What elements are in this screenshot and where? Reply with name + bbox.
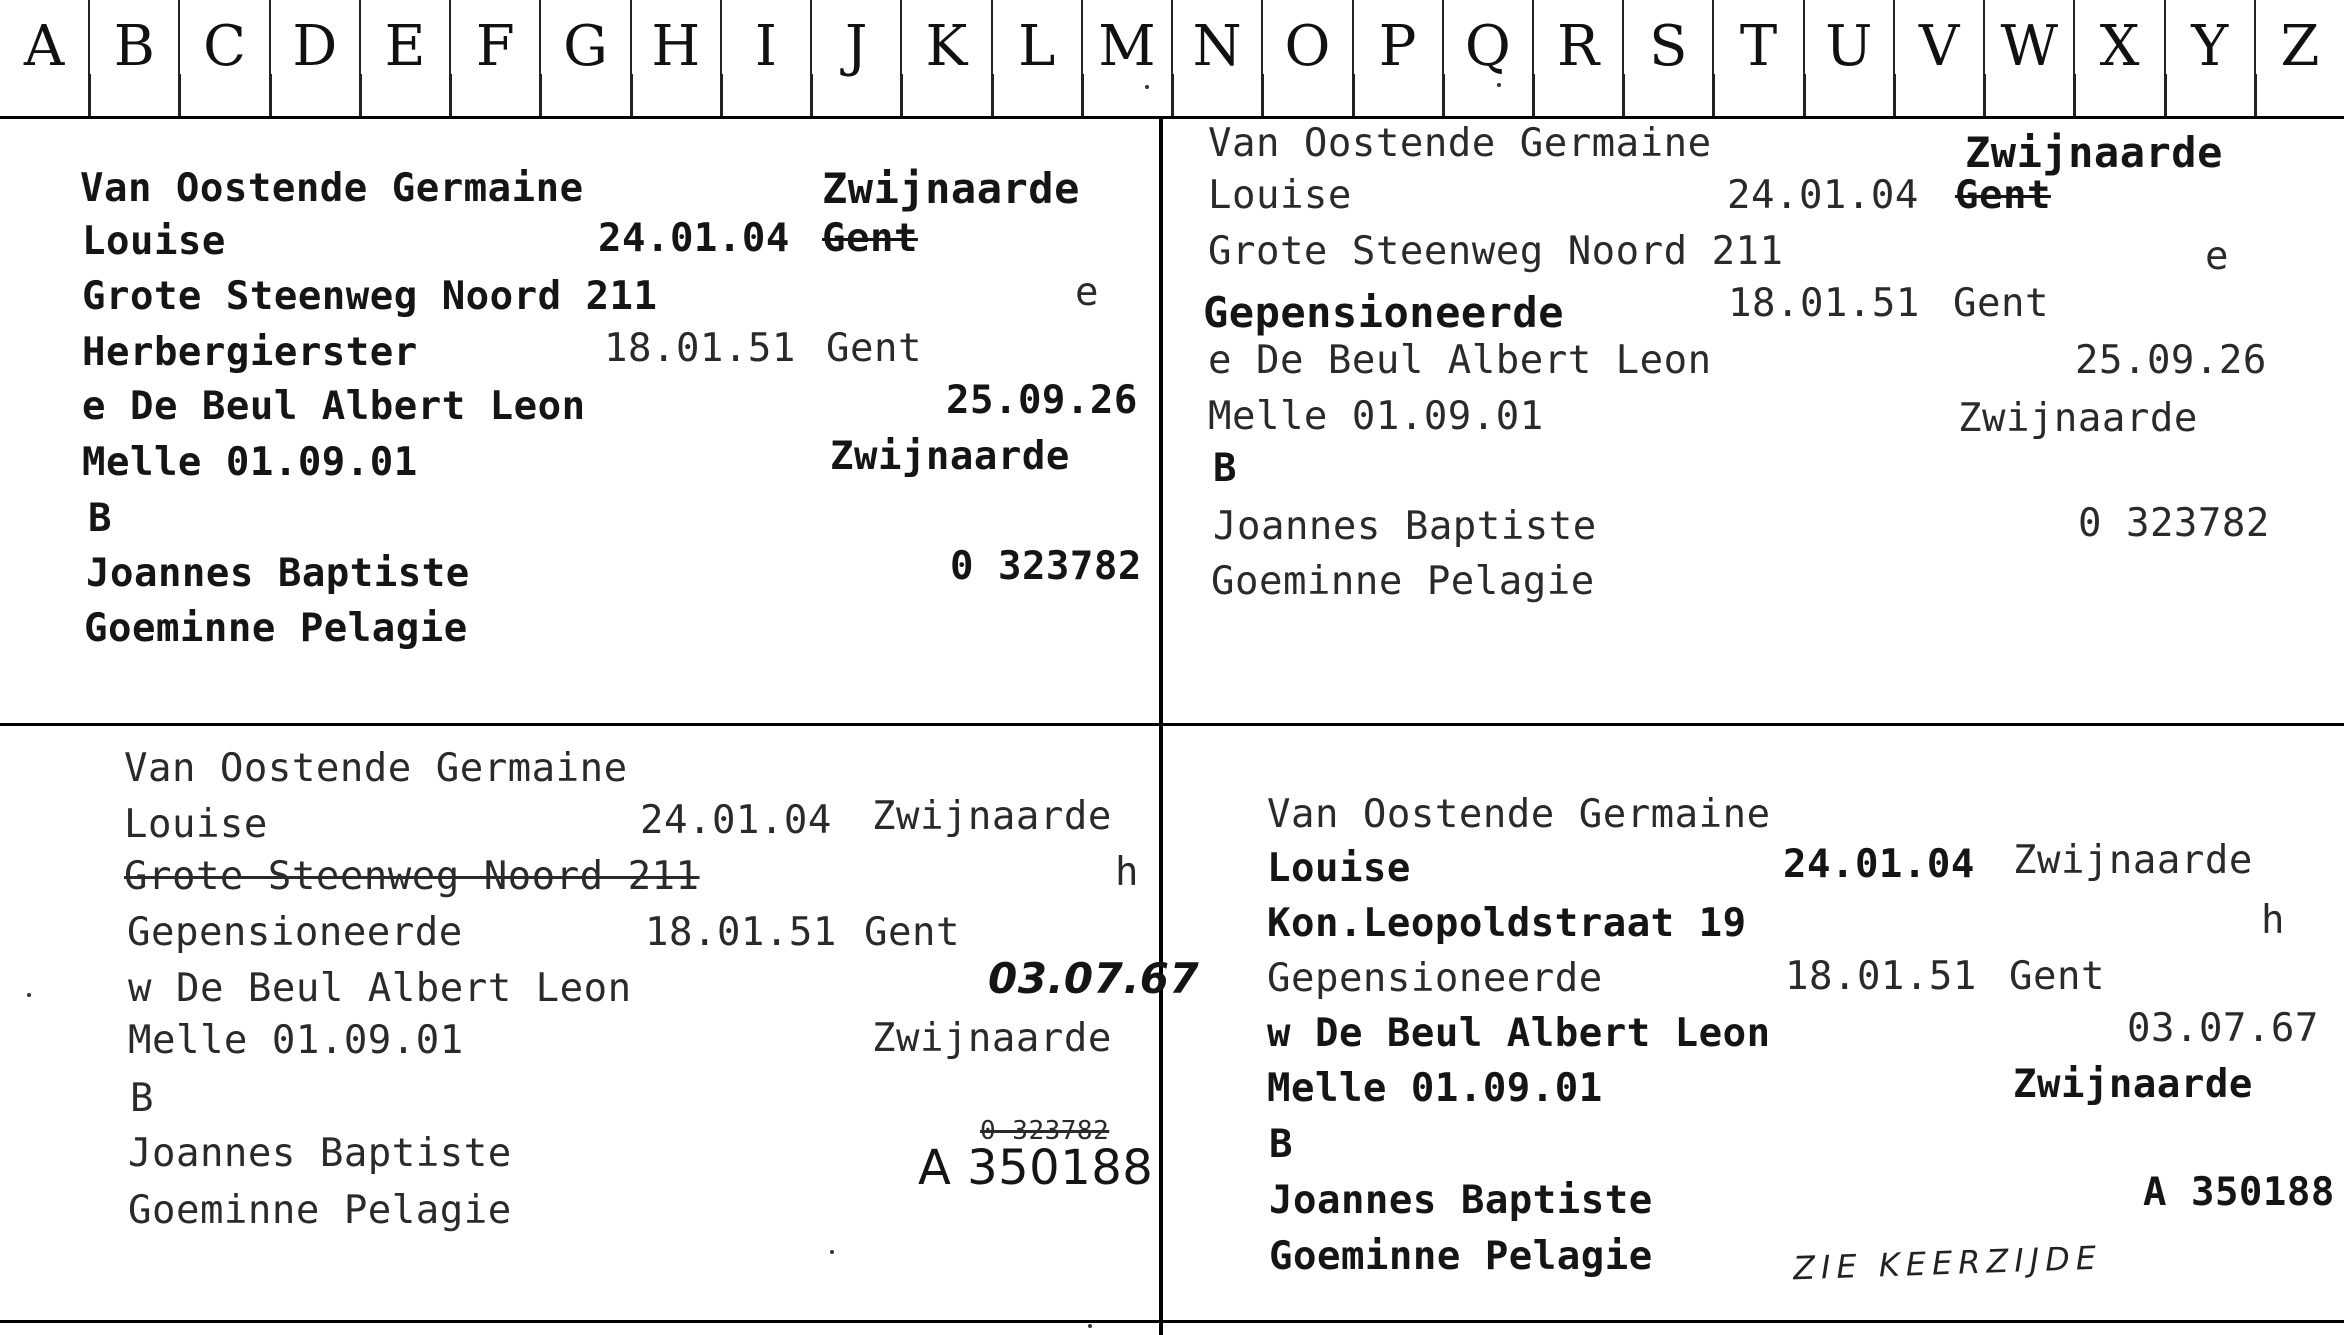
spouse-birth: Melle 01.09.01 [1267, 1066, 1603, 1111]
birth-place: Gent [1955, 173, 2051, 218]
occupation: Gepensioneerde [1203, 288, 1565, 337]
alphabet-letter-t: T [1714, 0, 1804, 116]
occupation: Gepensioneerde [1267, 956, 1603, 1001]
occupation: Gepensioneerde [127, 910, 463, 955]
mother: Goeminne Pelagie [1269, 1234, 1653, 1279]
father: Joannes Baptiste [1213, 504, 1597, 549]
event-date: 25.09.26 [2075, 338, 2267, 383]
alphabet-letter-m: M [1083, 0, 1173, 116]
given-name: Louise [124, 802, 268, 847]
civil-status: e [2205, 234, 2229, 279]
alphabet-letter-y: Y [2166, 0, 2256, 116]
alphabet-letter-b: B [90, 0, 180, 116]
father: Joannes Baptiste [86, 551, 470, 596]
place: Zwijnaarde [1965, 128, 2223, 177]
civil-status: h [2261, 898, 2285, 943]
registration-date: 18.01.51 [1728, 281, 1920, 326]
alphabet-letter-g: G [541, 0, 631, 116]
mother: Goeminne Pelagie [84, 606, 468, 651]
father: Joannes Baptiste [128, 1131, 512, 1176]
street: Grote Steenweg Noord 211 [1208, 229, 1784, 274]
scan-speck [1145, 85, 1149, 89]
spouse-birth: Melle 01.09.01 [128, 1018, 464, 1063]
registration-date: 18.01.51 [645, 910, 837, 955]
alphabet-letter-h: H [632, 0, 722, 116]
surname: Van Oostende Germaine [1208, 121, 1712, 166]
event-date: 03.07.67 [2127, 1006, 2319, 1051]
spouse-place: Zwijnaarde [830, 434, 1070, 479]
civil-status: h [1115, 850, 1139, 895]
id-number: 0 323782 [950, 544, 1142, 589]
birth-date: 24.01.04 [640, 798, 832, 843]
scan-speck [830, 1250, 834, 1254]
spouse-birth: Melle 01.09.01 [1208, 394, 1544, 439]
card-bottom-right [1163, 726, 2344, 1320]
alphabet-letter-q: Q [1444, 0, 1534, 116]
birth-date: 24.01.04 [1727, 173, 1919, 218]
spouse: e De Beul Albert Leon [82, 384, 586, 429]
spouse-place: Zwijnaarde [872, 1016, 1112, 1061]
street: Kon.Leopoldstraat 19 [1267, 901, 1747, 946]
alphabet-index-bar [0, 0, 2344, 119]
id-number-old: 0 323782 [980, 1116, 1110, 1146]
alphabet-letter-i: I [722, 0, 812, 116]
surname: Van Oostende Germaine [124, 746, 628, 791]
nationality: B [130, 1076, 154, 1121]
registration-date: 18.01.51 [1785, 954, 1977, 999]
event-date: 03.07.67 [988, 954, 1200, 1003]
alphabet-letter-j: J [812, 0, 902, 116]
civil-status: e [1075, 270, 1099, 315]
alphabet-letter-k: K [902, 0, 992, 116]
registration-place: Gent [2009, 954, 2105, 999]
registration-place: Gent [826, 326, 922, 371]
registration-place: Gent [864, 910, 960, 955]
spouse-place: Zwijnaarde [1958, 396, 2198, 441]
alphabet-letter-z: Z [2256, 0, 2344, 116]
alphabet-letter-p: P [1354, 0, 1444, 116]
alphabet-letter-d: D [271, 0, 361, 116]
scan-speck [1497, 83, 1501, 87]
birth-date: 24.01.04 [598, 216, 790, 261]
alphabet-letter-s: S [1624, 0, 1714, 116]
id-number: A 350188 [918, 1140, 1154, 1196]
birth-place: Gent [822, 216, 918, 261]
card-top-right [1163, 116, 2344, 723]
scan-speck [1088, 1324, 1092, 1328]
nationality: B [1213, 446, 1237, 491]
birth-place: Zwijnaarde [872, 794, 1112, 839]
given-name: Louise [1208, 173, 1352, 218]
alphabet-letter-l: L [993, 0, 1083, 116]
street: Grote Steenweg Noord 211 [82, 274, 658, 319]
nationality: B [1269, 1122, 1293, 1167]
alphabet-letter-v: V [1895, 0, 1985, 116]
alphabet-letter-n: N [1173, 0, 1263, 116]
alphabet-letter-u: U [1805, 0, 1895, 116]
mother: Goeminne Pelagie [1211, 559, 1595, 604]
spouse: w De Beul Albert Leon [1267, 1011, 1771, 1056]
birth-place: Zwijnaarde [2013, 838, 2253, 883]
father: Joannes Baptiste [1269, 1178, 1653, 1223]
given-name: Louise [82, 219, 226, 264]
id-number: 0 323782 [2078, 501, 2270, 546]
card-bottom-left [0, 726, 1200, 1320]
handwritten-note: ZIE KEERZIJDE [1792, 1238, 2103, 1288]
spouse: e De Beul Albert Leon [1208, 338, 1712, 383]
spouse: w De Beul Albert Leon [128, 966, 632, 1011]
alphabet-letter-f: F [451, 0, 541, 116]
nationality: B [88, 496, 112, 541]
alphabet-letter-c: C [180, 0, 270, 116]
place: Zwijnaarde [822, 164, 1080, 213]
scan-speck [27, 993, 31, 997]
alphabet-letter-a: A [0, 0, 90, 116]
card-top-left [0, 116, 1159, 723]
alphabet-letter-o: O [1263, 0, 1353, 116]
alphabet-letter-x: X [2075, 0, 2165, 116]
alphabet-letter-r: R [1534, 0, 1624, 116]
registration-place: Gent [1953, 281, 2049, 326]
id-number: A 350188 [2143, 1170, 2335, 1215]
registration-date: 18.01.51 [604, 326, 796, 371]
alphabet-letter-w: W [1985, 0, 2075, 116]
occupation: Herbergierster [82, 330, 418, 375]
mother: Goeminne Pelagie [128, 1188, 512, 1233]
given-name: Louise [1267, 846, 1411, 891]
spouse-place: Zwijnaarde [2013, 1062, 2253, 1107]
alphabet-letter-e: E [361, 0, 451, 116]
surname: Van Oostende Germaine [80, 166, 584, 211]
bottom-divider [0, 1320, 2344, 1323]
street: Grote Steenweg Noord 211 [124, 854, 700, 899]
event-date: 25.09.26 [946, 378, 1138, 423]
birth-date: 24.01.04 [1783, 842, 1975, 887]
spouse-birth: Melle 01.09.01 [82, 440, 418, 485]
surname: Van Oostende Germaine [1267, 792, 1771, 837]
